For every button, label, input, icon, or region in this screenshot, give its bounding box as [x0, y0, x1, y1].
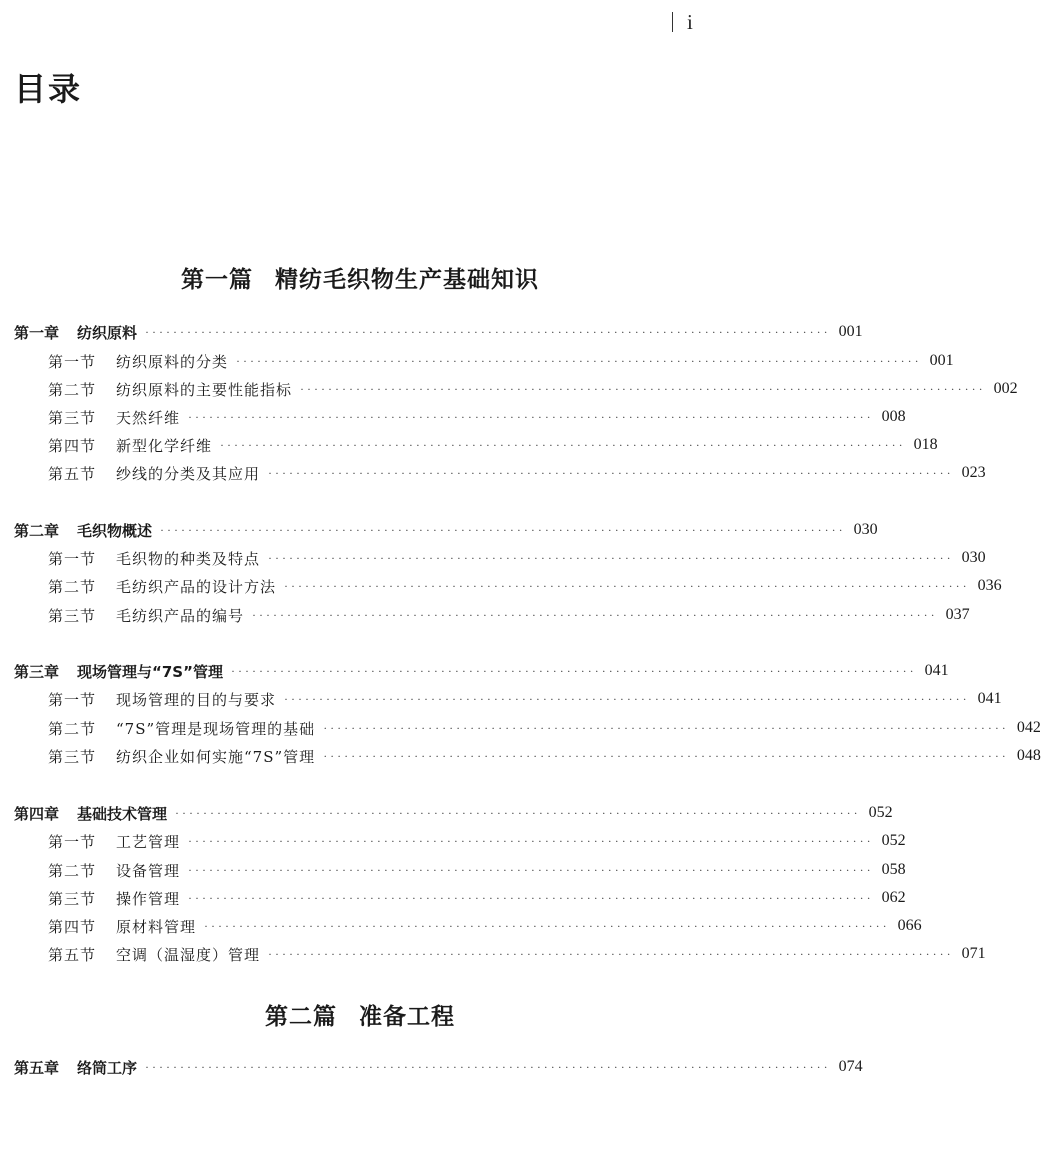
section-title: 纺织原料的分类 — [116, 352, 229, 371]
dot-leader: ·································································································· — [188, 833, 874, 848]
chapter-title: 基础技术管理 — [77, 804, 168, 823]
dot-leader: ·································································································· — [236, 353, 922, 368]
page-ref: 002 — [993, 380, 1018, 397]
section-number: 第一节 — [48, 690, 97, 709]
toc-section-entry[interactable] — [48, 375, 1018, 403]
toc-section-entry[interactable] — [48, 459, 986, 487]
section-number: 第五节 — [48, 464, 97, 483]
page-ref: 041 — [977, 690, 1002, 707]
part-label: 第一篇 — [181, 266, 253, 293]
page-ref: 023 — [961, 464, 986, 481]
page-ref: 058 — [881, 861, 906, 878]
section-number: 第二节 — [48, 861, 97, 880]
part-label: 第二篇 — [265, 1003, 337, 1030]
section-title: 工艺管理 — [116, 832, 181, 851]
dot-leader: ·································································································· — [145, 1059, 831, 1074]
page-ref: 001 — [838, 323, 863, 340]
section-title: 现场管理的目的与要求 — [116, 690, 277, 709]
page-ref: 036 — [977, 577, 1002, 594]
page-ref: 030 — [853, 521, 878, 538]
section-number: 第三节 — [48, 747, 97, 766]
part-title: 精纺毛织物生产基础知识 — [275, 266, 539, 293]
part-heading — [0, 998, 720, 1031]
toc-section-entry[interactable] — [48, 544, 986, 572]
page-ref: 001 — [929, 352, 954, 369]
section-number: 第一节 — [48, 352, 97, 371]
toc-section-entry[interactable] — [48, 431, 938, 459]
toc-section-entry[interactable] — [48, 856, 906, 884]
chapter-number: 第二章 — [14, 521, 60, 540]
page-ref: 008 — [881, 408, 906, 425]
toc-chapter-entry[interactable] — [14, 1053, 863, 1081]
section-number: 第三节 — [48, 889, 97, 908]
dot-leader: ·································································································· — [252, 607, 938, 622]
dot-leader: ·································································································· — [268, 465, 954, 480]
toc-section-entry[interactable] — [48, 572, 1002, 600]
section-number: 第四节 — [48, 917, 97, 936]
toc-section-entry[interactable] — [48, 347, 954, 375]
page-ref: 041 — [924, 662, 949, 679]
section-number: 第三节 — [48, 606, 97, 625]
section-title: “7S”管理是现场管理的基础 — [116, 719, 316, 738]
section-number: 第二节 — [48, 577, 97, 596]
dot-leader: ·································································································· — [188, 890, 874, 905]
page-ref: 037 — [945, 606, 970, 623]
dot-leader: ·································································································· — [284, 691, 970, 706]
chapter-title: 络筒工序 — [77, 1058, 138, 1077]
dot-leader: ·································································································· — [284, 578, 970, 593]
section-title: 原材料管理 — [116, 917, 197, 936]
chapter-number: 第五章 — [14, 1058, 60, 1077]
toc-section-entry[interactable] — [48, 827, 906, 855]
dot-leader: ·································································································· — [268, 946, 954, 961]
toc-section-entry[interactable] — [48, 685, 1002, 713]
page-ref: 052 — [868, 804, 893, 821]
toc-chapter-entry[interactable] — [14, 799, 893, 827]
page-ref: 042 — [1016, 719, 1041, 736]
dot-leader: ·································································································· — [188, 409, 874, 424]
section-number: 第二节 — [48, 380, 97, 399]
part-title: 准备工程 — [359, 1003, 455, 1030]
section-number: 第二节 — [48, 719, 97, 738]
section-title: 毛织物的种类及特点 — [116, 549, 261, 568]
page-ref: 074 — [838, 1058, 863, 1075]
section-number: 第五节 — [48, 945, 97, 964]
page-number: i — [687, 10, 693, 34]
section-number: 第四节 — [48, 436, 97, 455]
page-ref: 052 — [881, 832, 906, 849]
dot-leader: ·································································································· — [175, 805, 861, 820]
dot-leader: ·································································································· — [300, 381, 986, 396]
dot-leader: ·································································································· — [323, 748, 1009, 763]
dot-leader: ·································································································· — [323, 720, 1009, 735]
page-ref: 030 — [961, 549, 986, 566]
toc-section-entry[interactable] — [48, 601, 970, 629]
chapter-number: 第一章 — [14, 323, 60, 342]
section-title: 操作管理 — [116, 889, 181, 908]
page-title: 目录 — [14, 70, 83, 108]
section-number: 第一节 — [48, 832, 97, 851]
section-title: 纱线的分类及其应用 — [116, 464, 261, 483]
page-number-marker — [672, 10, 693, 35]
dot-leader: ·································································································· — [145, 324, 831, 339]
toc-section-entry[interactable] — [48, 940, 986, 968]
page-ref: 048 — [1016, 747, 1041, 764]
chapter-number: 第三章 — [14, 662, 60, 681]
section-title: 纺织原料的主要性能指标 — [116, 380, 293, 399]
toc-section-entry[interactable] — [48, 742, 1041, 770]
section-title: 纺织企业如何实施“7S”管理 — [116, 747, 316, 766]
chapter-number: 第四章 — [14, 804, 60, 823]
chapter-title: 纺织原料 — [77, 323, 138, 342]
toc-section-entry[interactable] — [48, 884, 906, 912]
chapter-title: 毛织物概述 — [77, 521, 153, 540]
dot-leader: ·································································································· — [220, 437, 906, 452]
section-title: 毛纺织产品的编号 — [116, 606, 245, 625]
dot-leader: ·································································································· — [188, 862, 874, 877]
part-heading — [0, 261, 720, 294]
dot-leader: ·································································································· — [160, 522, 846, 537]
section-title: 设备管理 — [116, 861, 181, 880]
section-number: 第三节 — [48, 408, 97, 427]
toc-section-entry[interactable] — [48, 912, 922, 940]
toc-section-entry[interactable] — [48, 714, 1041, 742]
page-ref: 071 — [961, 945, 986, 962]
section-title: 天然纤维 — [116, 408, 181, 427]
page-ref: 066 — [897, 917, 922, 934]
toc-chapter-entry[interactable] — [14, 318, 863, 346]
toc-chapter-entry[interactable] — [14, 516, 878, 544]
dot-leader: ·································································································· — [204, 918, 890, 933]
toc-section-entry[interactable] — [48, 403, 906, 431]
section-title: 空调（温湿度）管理 — [116, 945, 261, 964]
separator-bar — [672, 12, 673, 32]
section-number: 第一节 — [48, 549, 97, 568]
dot-leader: ·································································································· — [230, 663, 917, 678]
section-title: 新型化学纤维 — [116, 436, 213, 455]
toc-chapter-entry[interactable] — [14, 657, 949, 685]
chapter-title: 现场管理与“7S”管理 — [77, 662, 223, 681]
page-ref: 062 — [881, 889, 906, 906]
page-ref: 018 — [913, 436, 938, 453]
section-title: 毛纺织产品的设计方法 — [116, 577, 277, 596]
dot-leader: ·································································································· — [268, 550, 954, 565]
